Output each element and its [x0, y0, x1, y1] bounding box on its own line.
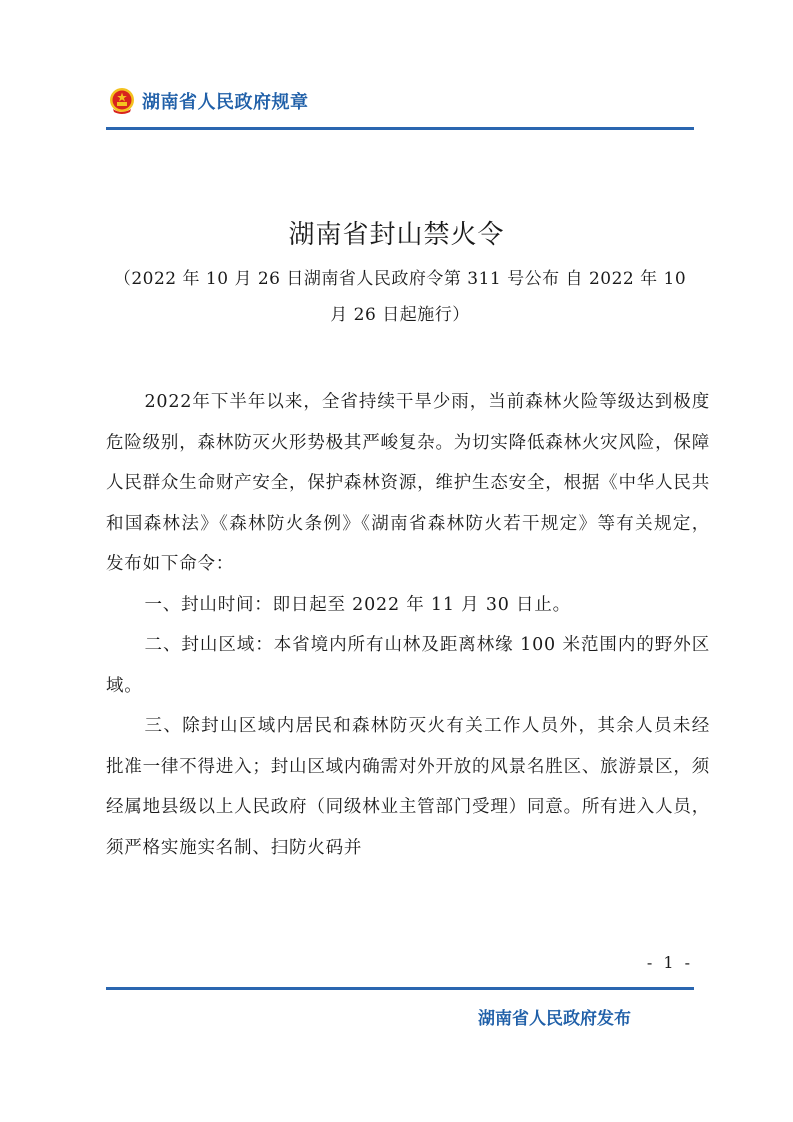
- page-number: - 1 -: [646, 953, 693, 972]
- footer-divider: [106, 987, 694, 990]
- body-paragraph: 一、封山时间：即日起至 2022 年 11 月 30 日止。: [144, 594, 571, 615]
- national-emblem-icon: [108, 87, 136, 115]
- document-header: [108, 86, 309, 116]
- document-title: 湖南省封山禁火令: [288, 220, 505, 250]
- body-paragraph: 三、除封山区域内居民和森林防灭火有关工作人员外，其余人员未经批准一律不得进入；封山区域内确需对外开放的风景名胜区、旅游景区，须经属地县级以上人民政府（同级林业主管部门受理）同意。所有进入人员，须严格实施实名制、扫防火码并: [106, 716, 710, 858]
- body-paragraph: 2022年下半年以来，全省持续干旱少雨，当前森林火险等级达到极度危险级别，森林防灭火形势极其严峻复杂。为切实降低森林火灾风险，保障人民群众生命财产安全，保护森林资源，维护生态安全，根据《中华人民共和国森林法》《森林防火条例》《湖南省森林防火若干规定》等有关规定，发布如下命令：: [106, 392, 710, 574]
- header-divider: [106, 127, 694, 130]
- document-subtitle: （2022 年 10 月 26 日湖南省人民政府令第 311 号公布 自 2022 年 10 月 26 日起施行）: [113, 269, 687, 325]
- document-body: [106, 382, 710, 868]
- footer-publisher: 湖南省人民政府发布: [478, 1009, 631, 1029]
- header-title: 湖南省人民政府规章: [142, 92, 309, 113]
- body-paragraph: 二、封山区域：本省境内所有山林及距离林缘 100 米范围内的野外区域。: [106, 635, 710, 696]
